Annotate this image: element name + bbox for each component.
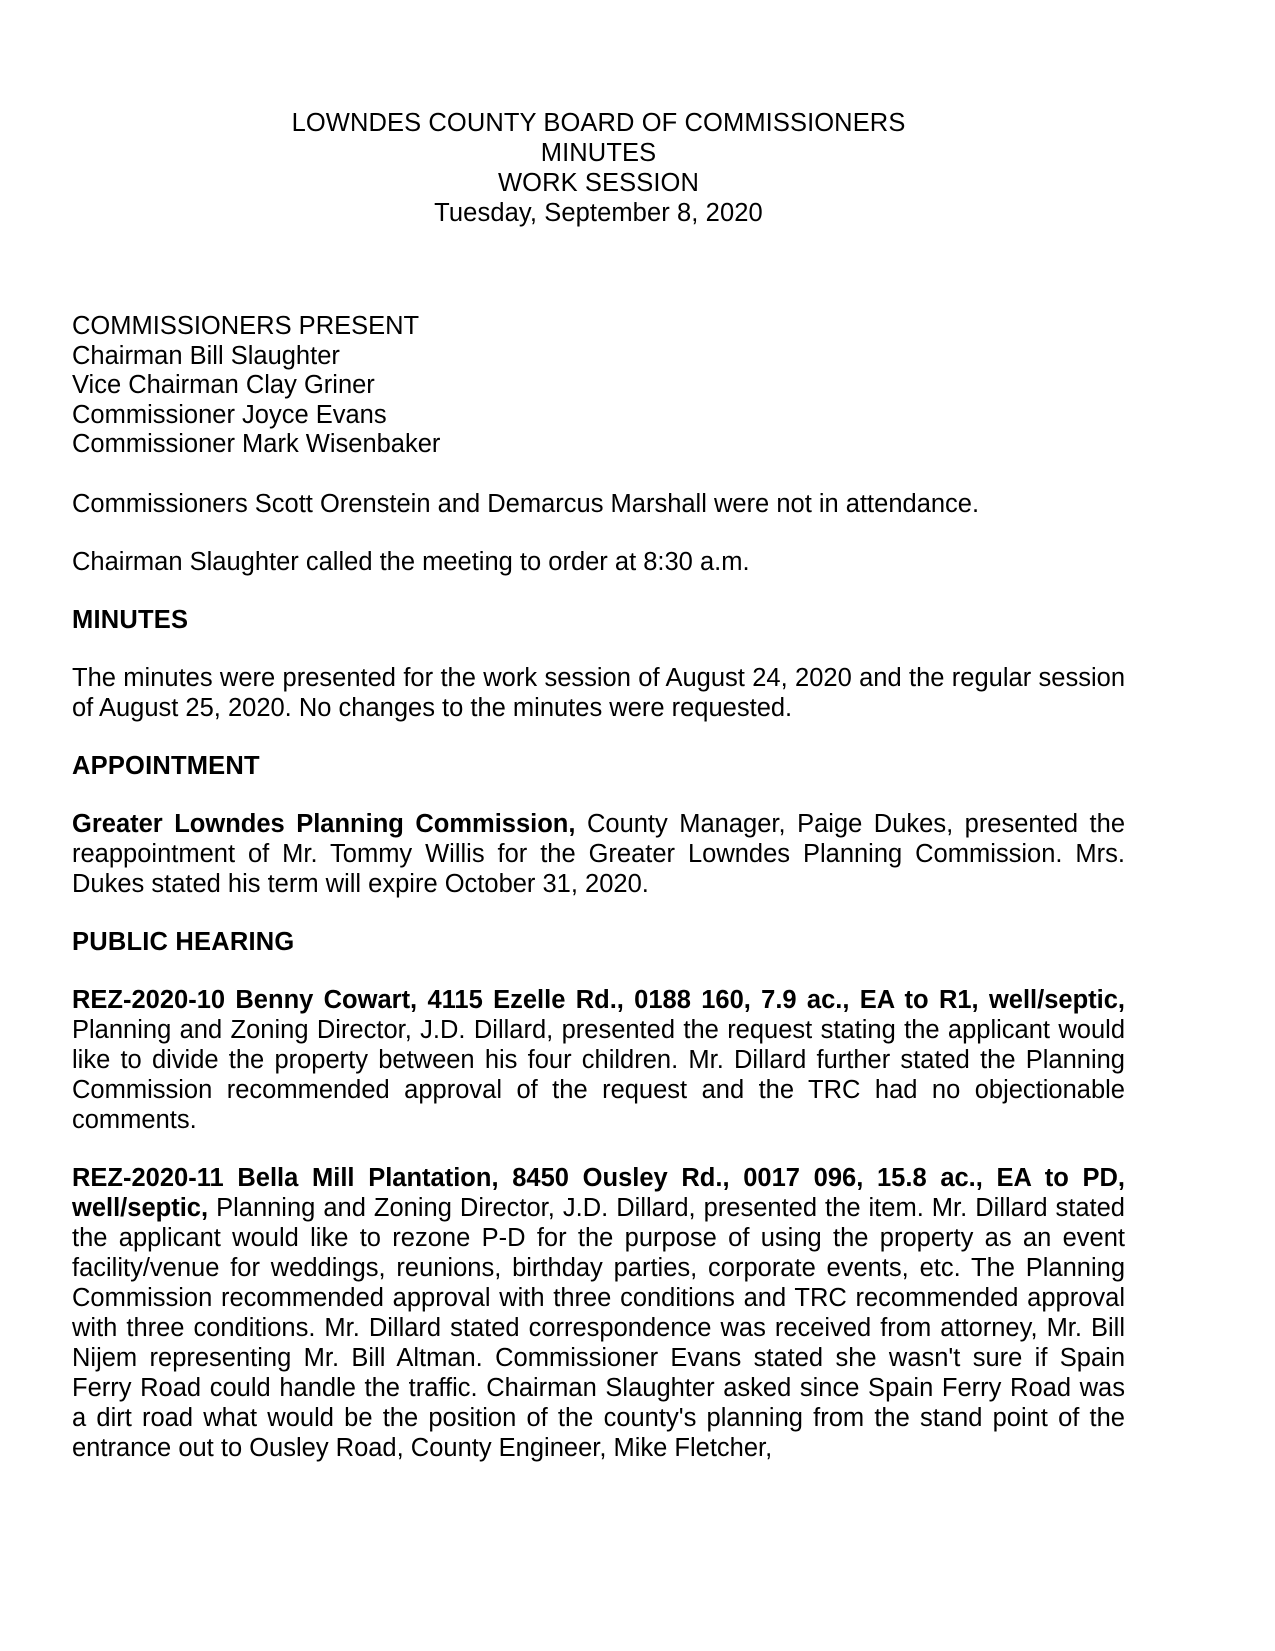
header-line-organization: LOWNDES COUNTY BOARD OF COMMISSIONERS xyxy=(291,109,906,137)
section-heading-appointment: APPOINTMENT xyxy=(72,751,260,780)
public-hearing-item-rez-2020-11 xyxy=(72,1163,1125,1463)
commissioner-vice-chairman: Vice Chairman Clay Griner xyxy=(72,371,375,399)
commissioners-present-heading: COMMISSIONERS PRESENT xyxy=(72,312,420,340)
minutes-body: The minutes were presented for the work session of August 24, 2020 and the regular session of August 25, 2020. No changes to the minutes were requested. xyxy=(72,663,1125,722)
commissioner-joyce-evans: Commissioner Joyce Evans xyxy=(72,400,387,429)
appointment-item xyxy=(72,809,1125,899)
roster-spacer xyxy=(72,460,1125,489)
commissioners-present-block xyxy=(72,312,1125,460)
header-line-date: Tuesday, September 8, 2020 xyxy=(434,199,763,227)
section-heading-minutes: MINUTES xyxy=(72,605,189,634)
rez-2020-10-body: Planning and Zoning Director, J.D. Dillard, presented the request stating the applicant would like to divide the property between his four children. Mr. Dillard further stated the Planning Commission recommended approval of the request and the TRC had no objectionable comments. xyxy=(72,1015,1125,1134)
rez-2020-10-title: REZ-2020-10 Benny Cowart, 4115 Ezelle Rd., 0188 160, 7.9 ac., EA to R1, well/septic, xyxy=(72,985,1125,1014)
rez-2020-11-title: REZ-2020-11 Bella Mill Plantation, 8450 Ousley Rd., 0017 096, 15.8 ac., EA to PD, well/septic, xyxy=(72,1163,1125,1222)
commissioner-chairman: Chairman Bill Slaughter xyxy=(72,341,340,370)
header-spacer xyxy=(72,228,1125,312)
header-line-doctype: MINUTES xyxy=(540,139,657,167)
public-hearing-item-rez-2020-10 xyxy=(72,985,1125,1135)
header-line-session: WORK SESSION xyxy=(498,169,699,197)
section-heading-public-hearing: PUBLIC HEARING xyxy=(72,927,295,956)
page-content xyxy=(72,96,1125,1463)
appointment-item-body: County Manager, Paige Dukes, presented the reappointment of Mr. Tommy Willis for the Greater Lowndes Planning Commission. Mrs. Dukes stated his term will expire October 31, 2020. xyxy=(72,809,1125,898)
call-to-order-note: Chairman Slaughter called the meeting to order at 8:30 a.m. xyxy=(72,547,750,576)
commissioner-mark-wisenbaker: Commissioner Mark Wisenbaker xyxy=(72,430,441,458)
document-header xyxy=(72,96,1125,228)
appointment-item-title: Greater Lowndes Planning Commission, xyxy=(72,809,576,838)
rez-2020-11-body: Planning and Zoning Director, J.D. Dillard, presented the item. Mr. Dillard stated the applicant would like to rezone P-D for the purpose of using the property as an event facility/venue for weddings, reunions, birthday parties, corporate events, etc. The Planning Commission recommended approval with three conditions and TRC recommended approval with three conditions. Mr. Dillard stated correspondence was received from attorney, Mr. Bill Nijem representing Mr. Bill Altman. Commissioner Evans stated she wasn't sure if Spain Ferry Road could handle the traffic. Chairman Slaughter asked since Spain Ferry Road was a dirt road what would be the position of the county's planning from the stand point of the entrance out to Ousley Road, County Engineer, Mike Fletcher, xyxy=(72,1193,1125,1462)
absent-commissioners-note: Commissioners Scott Orenstein and Demarcus Marshall were not in attendance. xyxy=(72,489,980,518)
